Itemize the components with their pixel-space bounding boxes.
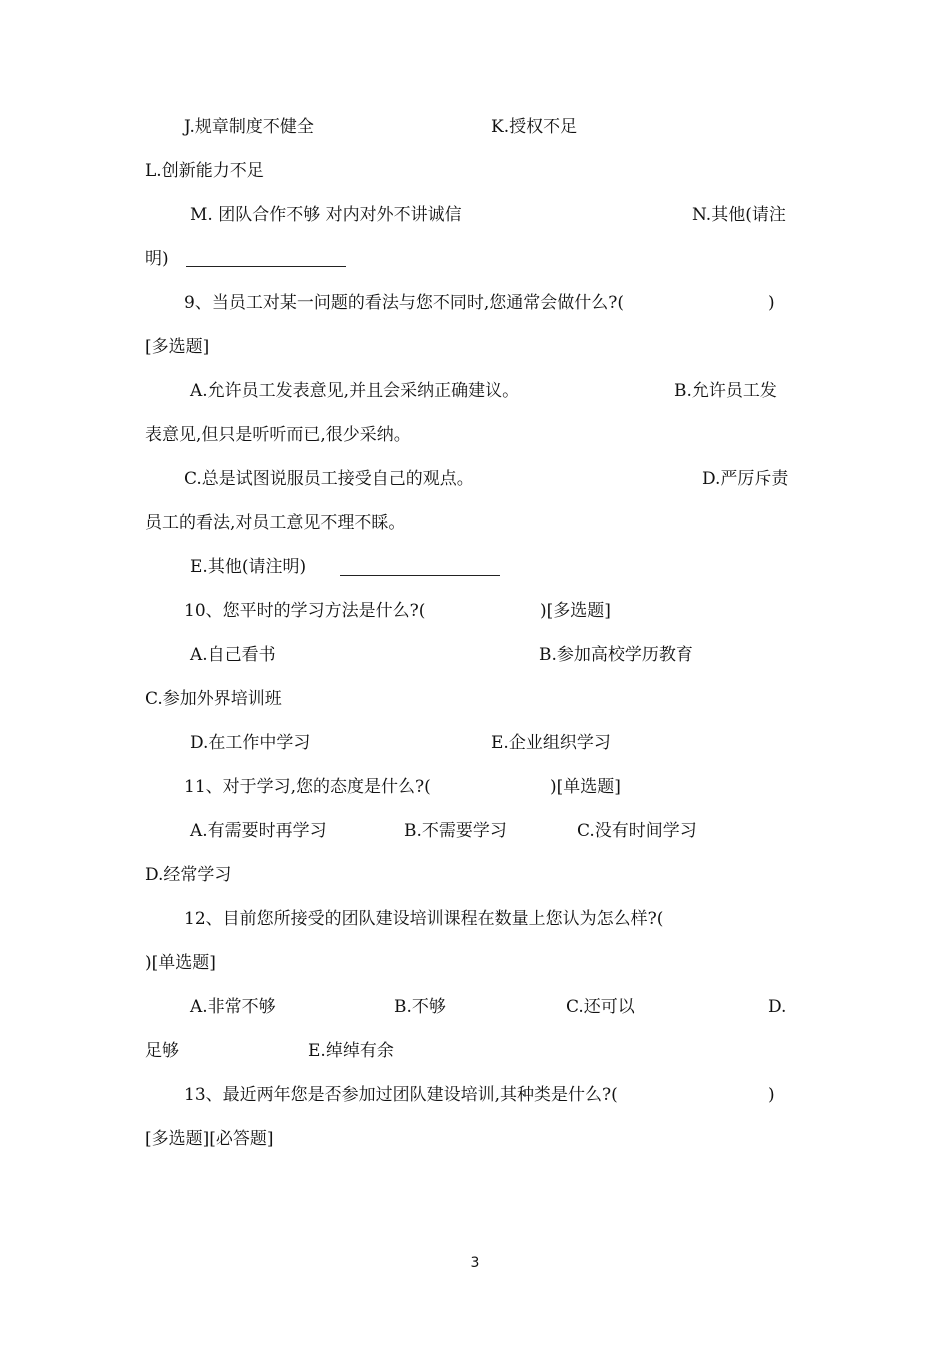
question-12-text: 12、目前您所接受的团队建设培训课程在数量上您认为怎么样?( — [184, 909, 664, 929]
q10-option-e: E.企业组织学习 — [491, 733, 611, 753]
q12-option-e: E.绰绰有余 — [308, 1041, 394, 1061]
q12-option-d-cont: 足够 — [145, 1041, 179, 1061]
question-10-close: )[多选题] — [540, 601, 611, 621]
option-k: K.授权不足 — [491, 117, 578, 137]
question-9-text: 9、当员工对某一问题的看法与您不同时,您通常会做什么?( — [184, 293, 624, 313]
q12-option-a: A.非常不够 — [190, 997, 276, 1017]
fill-blank-line — [186, 266, 346, 267]
q9-option-b-cont: 表意见,但只是听听而已,很少采纳。 — [145, 425, 411, 445]
option-n-cont: 明) — [145, 249, 169, 269]
q9-option-d-cont: 员工的看法,对员工意见不理不睬。 — [145, 513, 406, 533]
q11-option-a: A.有需要时再学习 — [190, 821, 327, 841]
question-10-text: 10、您平时的学习方法是什么?( — [184, 601, 426, 621]
q10-option-d: D.在工作中学习 — [190, 733, 311, 753]
option-n: N.其他(请注 — [692, 205, 786, 225]
q9-option-a: A.允许员工发表意见,并且会采纳正确建议。 — [190, 381, 520, 401]
option-j: J.规章制度不健全 — [184, 117, 314, 137]
question-13-tag: [多选题][必答题] — [145, 1129, 274, 1149]
q9-option-d: D.严厉斥责 — [702, 469, 789, 489]
q12-option-c: C.还可以 — [566, 997, 635, 1017]
question-9-tag: [多选题] — [145, 337, 210, 357]
q9-option-b: B.允许员工发 — [674, 381, 777, 401]
q10-option-b: B.参加高校学历教育 — [539, 645, 693, 665]
question-11-close: )[单选题] — [550, 777, 621, 797]
option-m: M. 团队合作不够 对内对外不讲诚信 — [190, 205, 462, 225]
q10-option-a: A.自己看书 — [190, 645, 276, 665]
q10-option-c: C.参加外界培训班 — [145, 689, 282, 709]
fill-blank-line — [340, 575, 500, 576]
q9-option-e: E.其他(请注明) — [190, 557, 307, 577]
question-13-text: 13、最近两年您是否参加过团队建设培训,其种类是什么?( — [184, 1085, 618, 1105]
option-l: L.创新能力不足 — [145, 161, 264, 181]
q11-option-b: B.不需要学习 — [404, 821, 507, 841]
q11-option-d: D.经常学习 — [145, 865, 232, 885]
q12-option-d: D. — [768, 997, 787, 1017]
question-12-close: )[单选题] — [145, 953, 216, 973]
question-11-text: 11、对于学习,您的态度是什么?( — [184, 777, 431, 797]
question-13-close: ) — [768, 1085, 775, 1105]
page-number: 3 — [470, 1255, 480, 1271]
q11-option-c: C.没有时间学习 — [577, 821, 697, 841]
q12-option-b: B.不够 — [394, 997, 446, 1017]
q9-option-c: C.总是试图说服员工接受自己的观点。 — [184, 469, 474, 489]
question-9-close: ) — [768, 293, 775, 313]
